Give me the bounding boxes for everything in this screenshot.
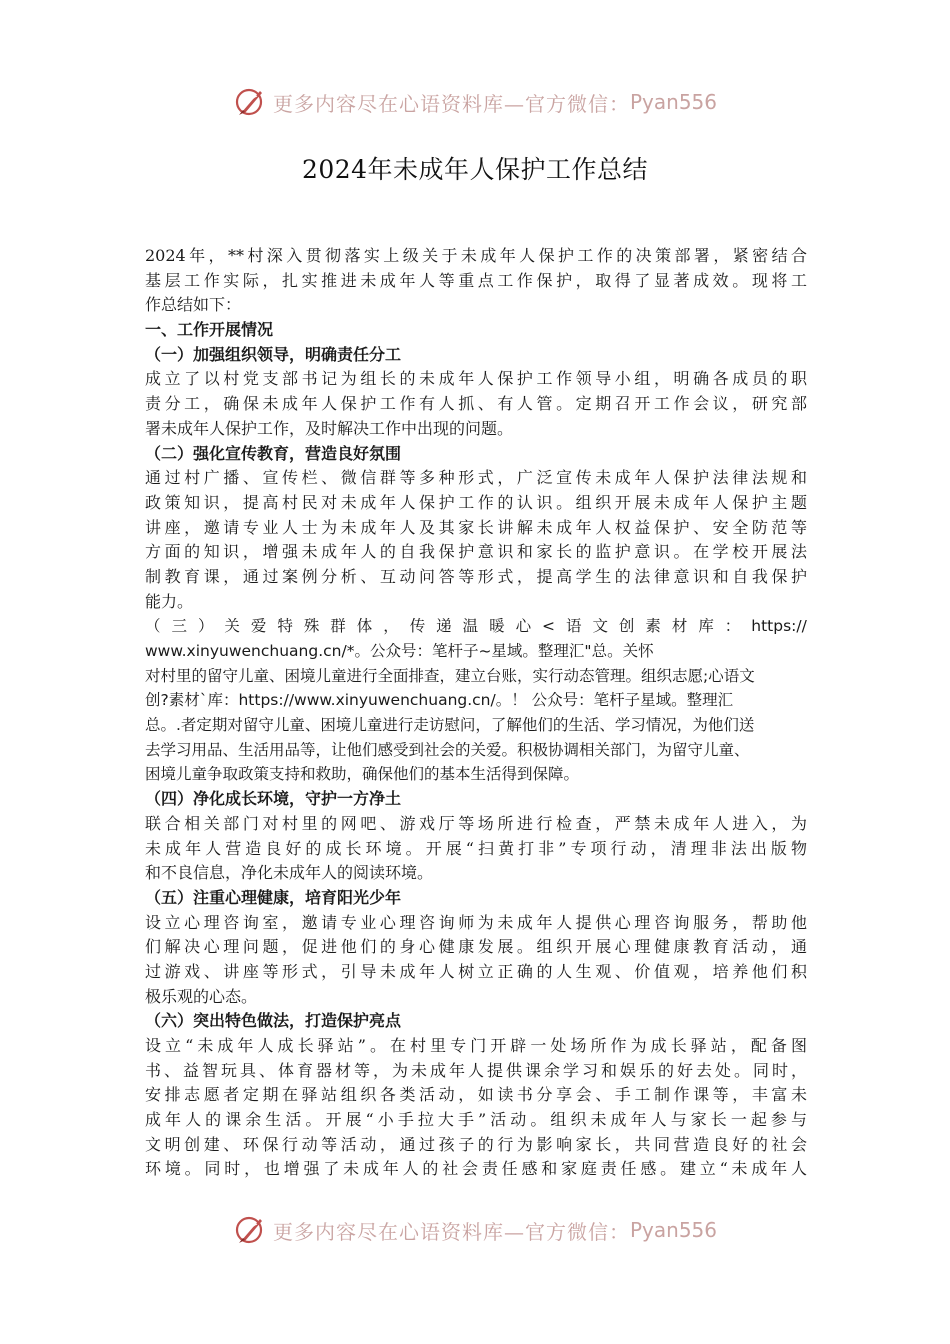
paragraph-line: 设立心理咨询室，邀请专业心理咨询师为未成年人提供心理咨询服务，帮助他 <box>145 912 807 932</box>
header-banner <box>0 82 950 122</box>
heading-char: 体 <box>356 617 373 636</box>
heading-char: 温 <box>462 617 479 636</box>
heading-char: ： <box>724 617 741 636</box>
subsection-heading: （四）净化成长环境，守护一方净土 <box>145 789 402 809</box>
banner-text: 更多内容尽在心语资料库—官方微信： <box>272 1219 630 1244</box>
document-body <box>145 244 807 1182</box>
document-title: 2024年未成年人保护工作总结 <box>301 155 649 184</box>
paragraph-line: 基层工作实际，扎实推进未成年人等重点工作保护，取得了显著成效。现将工 <box>145 270 807 290</box>
paragraph-line: 制教育课，通过案例分析、互动问答等形式，提高学生的法律意识和自我保护 <box>145 566 807 586</box>
subsection-heading: （五）注重心理健康，培育阳光少年 <box>145 887 402 907</box>
heading-char: （ <box>145 617 161 636</box>
section-heading: 一、工作开展情况 <box>145 320 274 340</box>
paragraph-line: www.xinyuwenchuang.cn/*。公众号：笔杆子~星域。整理汇"总。关怀 <box>145 642 654 660</box>
paragraph-line: 能力。 <box>145 591 194 611</box>
paragraph-line: 们解决心理问题，促进他们的身心健康发展。组织开展心理健康教育活动，通 <box>145 937 807 957</box>
paragraph-line: 和不良信息，净化未成年人的阅读环境。 <box>145 863 434 883</box>
heading-char: 库 <box>698 617 714 636</box>
heading-char: 特 <box>277 617 293 636</box>
heading-char: 语 <box>565 617 582 636</box>
paragraph-line: 书、益智玩具、体育器材等，为未成年人提供课余学习和娱乐的好去处。同时， <box>145 1060 807 1080</box>
banner-wechat-id: Pyan556 <box>629 90 717 114</box>
heading-char: 群 <box>330 617 346 636</box>
heading-char: 传 <box>409 617 426 636</box>
heading-char: ） <box>197 617 214 636</box>
heading-char: 三 <box>171 617 187 636</box>
paragraph-line: 去学习用品、生活用品等，让他们感受到社会的关爱。积极协调相关部门，为留守儿童、 <box>145 740 750 759</box>
heading-char: https:// <box>751 617 807 636</box>
paragraph-line: 联合相关部门对村里的网吧、游戏厅等场所进行检查，严禁未成年人进入，为 <box>145 813 807 833</box>
heading-char: 递 <box>436 617 452 636</box>
heading-char: 创 <box>618 617 635 636</box>
paragraph-line: 署未成年人保护工作，及时解决工作中出现的问题。 <box>145 418 514 438</box>
subsection-heading: （一）加强组织领导，明确责任分工 <box>145 344 402 364</box>
paragraph-line: 未成年人营造良好的成长环境。开展“扫黄打非”专项行动，清理非法出版物 <box>145 838 807 858</box>
paragraph-line: 极乐观的心态。 <box>145 986 258 1006</box>
paragraph-line: 对村里的留守儿童、困境儿童进行全面排查，建立台账，实行动态管理。组织志愿;心语文 <box>145 666 755 685</box>
heading-char: 爱 <box>250 617 267 636</box>
paragraph-line: 成立了以村党支部书记为组长的未成年人保护工作领导小组，明确各成员的职 <box>145 369 807 389</box>
heading-char: 素 <box>645 617 661 636</box>
paragraph-line: 困境儿童争取政策支持和救助，确保他们的基本生活得到保障。 <box>145 765 580 784</box>
subsection-heading-spread <box>145 614 807 639</box>
paragraph-line: 环境。同时，也增强了未成年人的社会责任感和家庭责任感。建立“未成年人 <box>145 1159 807 1179</box>
paragraph-line: 通过村广播、宣传栏、微信群等多种形式，广泛宣传未成年人保护法律法规和 <box>145 468 807 488</box>
paragraph-line: 文明创建、环保行动等活动，通过孩子的行为影响家长，共同营造良好的社会 <box>145 1134 807 1154</box>
paragraph-line: 讲座，邀请专业人士为未成年人及其家长讲解未成年人权益保护、安全防范等 <box>145 517 807 537</box>
heading-char: 关 <box>224 617 240 636</box>
banner-wechat-id: Pyan556 <box>629 1218 717 1242</box>
paragraph-line: 政策知识，提高村民对未成年人保护工作的认识。组织开展未成年人保护主题 <box>145 492 807 512</box>
heading-char: 心 <box>515 617 532 636</box>
subsection-heading: （六）突出特色做法，打造保护亮点 <box>145 1011 402 1031</box>
paragraph-line: 创?素材`库：https://www.xinyuwenchuang.cn/。！ 公众号：笔杆子星域。整理汇 <box>145 691 734 710</box>
paragraph-line: 设立“未成年人成长驿站”。在村里专门开辟一处场所作为成长驿站，配备图 <box>145 1036 807 1055</box>
paragraph-line: 成年人的课余生活。开展“小手拉大手”活动。组织未成年人与家长一起参与 <box>145 1110 807 1130</box>
subsection-heading: （二）强化宣传教育，营造良好氛围 <box>145 443 402 463</box>
paragraph-line: 责分工，确保未成年人保护工作有人抓、有人管。定期召开工作会议，研究部 <box>145 394 807 414</box>
paragraph-line: 过游戏、讲座等形式，引导未成年人树立正确的人生观、价值观，培养他们积 <box>145 961 807 981</box>
footer-banner <box>0 1210 950 1250</box>
paragraph-line: 2024年，**村深入贯彻落实上级关于未成年人保护工作的决策部署，紧密结合 <box>145 246 807 265</box>
quill-pen-logo-icon <box>233 1213 267 1247</box>
paragraph-line: 总。.者定期对留守儿童、困境儿童进行走访慰问，了解他们的生活、学习情况，为他们送 <box>145 716 755 735</box>
heading-char: 暖 <box>489 617 505 636</box>
heading-char: ， <box>383 617 399 636</box>
heading-char: 文 <box>592 617 608 636</box>
banner-text: 更多内容尽在心语资料库—官方微信： <box>272 91 630 116</box>
paragraph-line: 方面的知识，增强未成年人的自我保护意识和家长的监护意识。在学校开展法 <box>145 542 807 562</box>
paragraph-line: 作总结如下： <box>145 295 242 315</box>
heading-char: 材 <box>671 617 688 636</box>
quill-pen-logo-icon <box>233 85 267 119</box>
paragraph-line: 安排志愿者定期在驿站组织各类活动，如读书分享会、手工制作课等，丰富未 <box>145 1085 807 1105</box>
heading-char: < <box>542 617 556 636</box>
heading-char: 殊 <box>303 617 320 636</box>
